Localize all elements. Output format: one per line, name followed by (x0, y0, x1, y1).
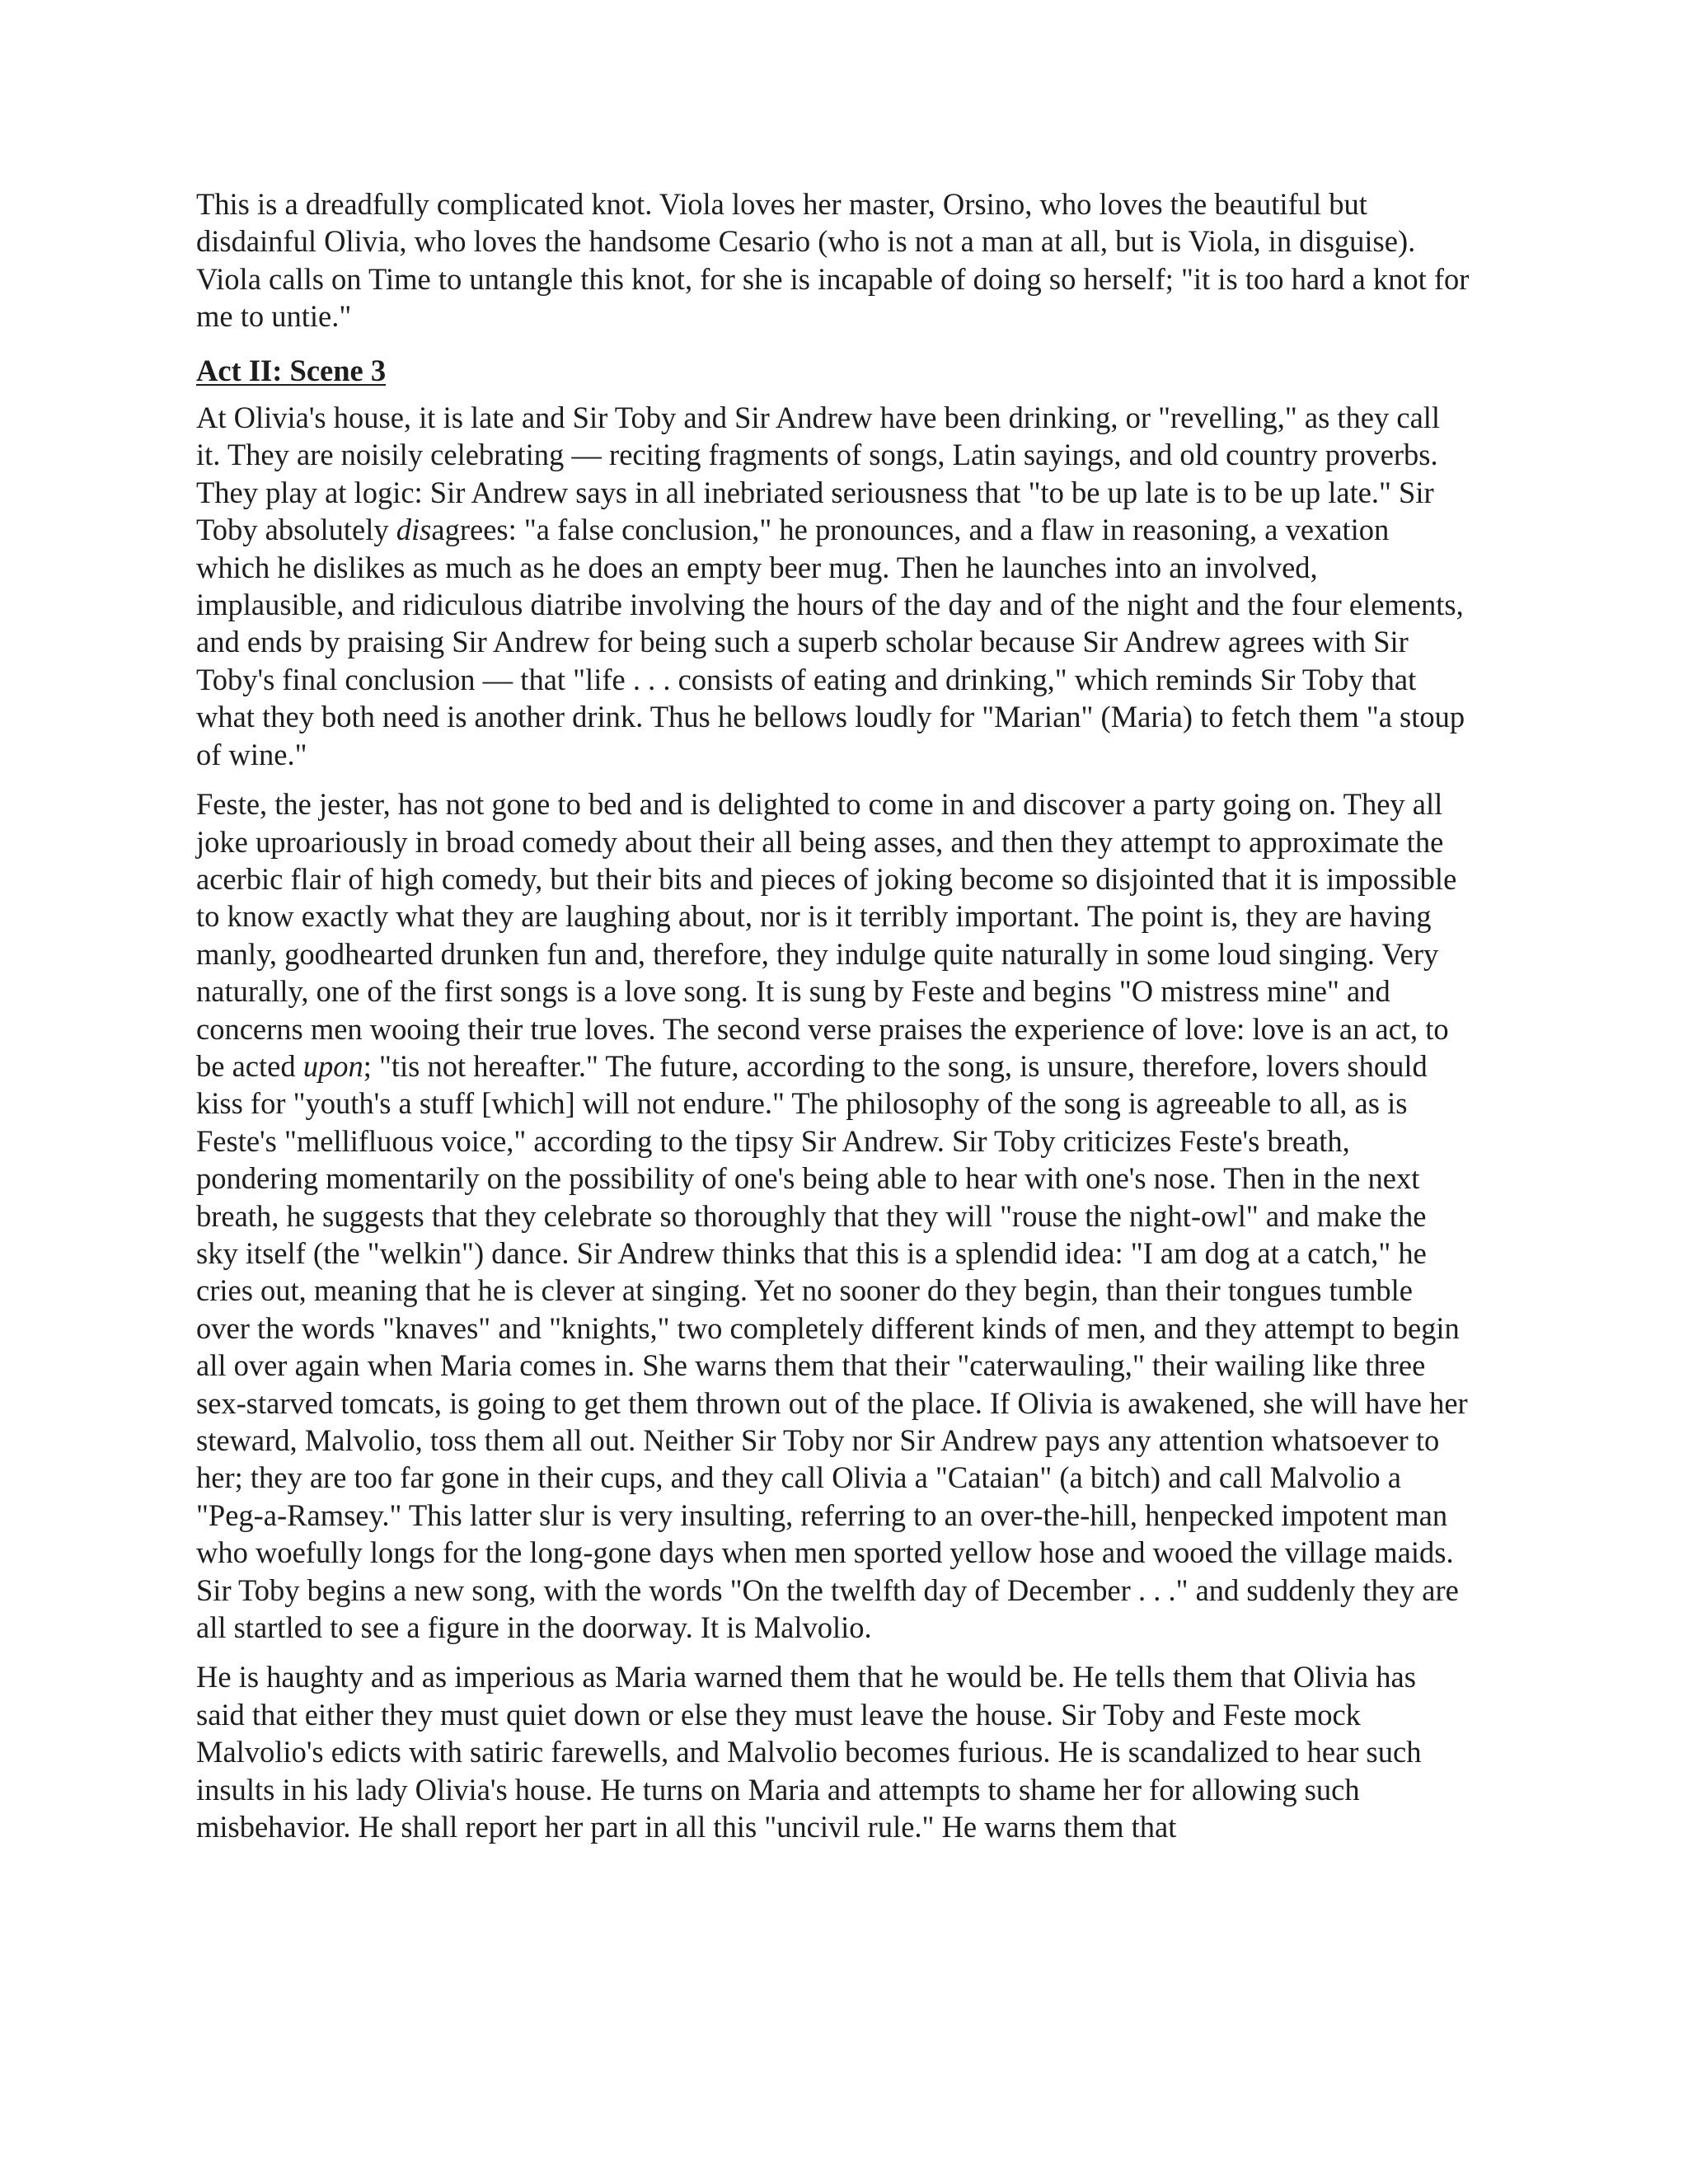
paragraph-revelling (196, 399, 1470, 773)
document-page (196, 185, 1470, 1858)
paragraph-revelling-text-start: At Olivia's house, it is late and Sir Toby and Sir Andrew have been drinking, or "revelling," as they call it. They are noisily celebrating — reciting fragments of songs, Latin sayings, and old country proverbs. They play at logic: Sir Andrew says in all inebriated seriousness that "to be up late is to be up late." Sir Toby absolutely (196, 401, 1441, 547)
paragraph-feste-text-end: ; "tis not hereafter." The future, according to the song, is unsure, therefore, lovers should kiss for "youth's a stuff [which] will not endure." The philosophy of the song is agreeable to all, as is Feste's "mellifluous voice," according to the tipsy Sir Andrew. Sir Toby criticizes Feste's breath, pondering momentarily on the possibility of one's being able to hear with one's nose. Then in the next breath, he suggests that they celebrate so thoroughly that they will "rouse the night-owl" and make the sky itself (the "welkin") dance. Sir Andrew thinks that this is a splendid idea: "I am dog at a catch," he cries out, meaning that he is clever at singing. Yet no sooner do they begin, than their tongues tumble over the words "knaves" and "knights," two completely different kinds of men, and they attempt to begin all over again when Maria comes in. She warns them that their "caterwauling," their wailing like three sex-starved tomcats, is going to get them thrown out of the place. If Olivia is awakened, she will have her steward, Malvolio, toss them all out. Neither Sir Toby nor Sir Andrew pays any attention whatsoever to her; they are too far gone in their cups, and they call Olivia a "Cataian" (a bitch) and call Malvolio a "Peg-a-Ramsey." This latter slur is very insulting, referring to an over-the-hill, henpecked impotent man who woefully longs for the long-gone days when men sported yellow hose and wooed the village maids. Sir Toby begins a new song, with the words "On the twelfth day of December . . ." and suddenly they are all startled to see a figure in the doorway. It is Malvolio. (196, 1048, 1468, 1645)
paragraph-revelling-text-end: agrees: "a false conclusion," he pronounces, and a flaw in reasoning, a vexation which he dislikes as much as he does an empty beer mug. Then he launches into an involved, implausible, and ridiculous diatribe involving the hours of the day and of the night and the four elements, and ends by praising Sir Andrew for being such a superb scholar because Sir Andrew agrees with Sir Toby's final conclusion — that "life . . . consists of eating and drinking," which reminds Sir Toby that what they both need is another drink. Thus he bellows loudly for "Marian" (Maria) to fetch them "a stoup of wine." (196, 513, 1465, 771)
paragraph-feste-text-start: Feste, the jester, has not gone to bed and is delighted to come in and discover a party going on. They all joke uproariously in broad comedy about their all being asses, and then they attempt to approximate the acerbic flair of high comedy, but their bits and pieces of joking become so disjointed that it is impossible to know exactly what they are laughing about, nor is it terribly important. The point is, they are having manly, goodhearted drunken fun and, therefore, they indulge quite naturally in some loud singing. Very naturally, one of the first songs is a love song. It is sung by Feste and begins "O mistress mine" and concerns men wooing their true loves. The second verse praises the experience of love: love is an act, to be acted (196, 787, 1457, 1083)
paragraph-feste (196, 785, 1470, 1646)
emphasis-dis: dis (396, 513, 432, 547)
section-heading: Act II: Scene 3 (196, 353, 387, 387)
emphasis-upon: upon (302, 1048, 363, 1083)
paragraph-malvolio: He is haughty and as imperious as Maria warned them that he would be. He tells them that Olivia has said that either they must quiet down or else they must leave the house. Sir Toby and Feste mock Malvolio's edicts with satiric farewells, and Malvolio becomes furious. He is scandalized to hear such insults in his lady Olivia's house. He turns on Maria and attempts to shame her for allowing such misbehavior. He shall report her part in all this "uncivil rule." He warns them that (196, 1660, 1422, 1844)
paragraph-knot: This is a dreadfully complicated knot. Viola loves her master, Orsino, who loves the beautiful but disdainful Olivia, who loves the handsome Cesario (who is not a man at all, but is Viola, in disguise). Viola calls on Time to untangle this knot, for she is incapable of doing so herself; "it is too hard a knot for me to untie." (196, 187, 1470, 334)
